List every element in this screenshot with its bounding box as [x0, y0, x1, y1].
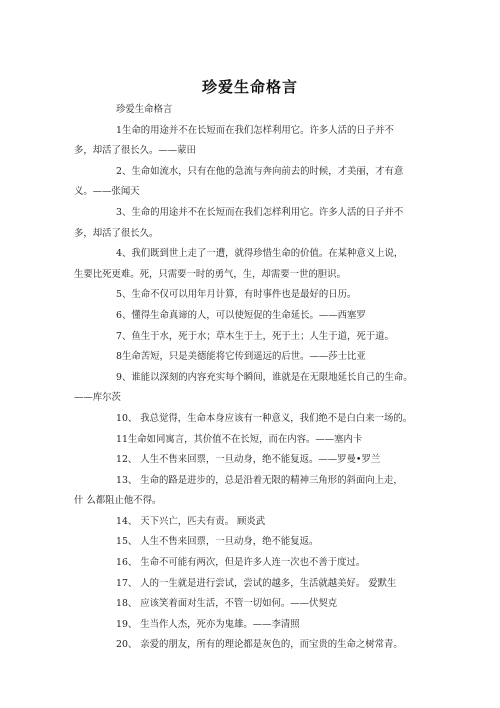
- quote-line: 13、 生命的路是进步的，总是沿着无限的精神三角形的斜面向上走，: [116, 474, 403, 486]
- quote-line: 7、鱼生于水，死于水；草木生于土，死于土；人生于道，死于道。: [116, 330, 394, 342]
- quote-line: 14、 天下兴亡，匹夫有责。 顾炎武: [116, 515, 266, 527]
- quote-line: 16、 生命不可能有两次，但是许多人连一次也不善于度过。: [116, 557, 366, 569]
- document-title: 珍爱生命格言: [201, 78, 298, 96]
- quote-line: 2、生命如流水，只有在他的急流与奔向前去的时候，才美丽，才有意: [116, 165, 404, 177]
- quote-line: 4、我们既到世上走了一遭，就得珍惜生命的价值。在某种意义上说，: [116, 248, 404, 260]
- quote-line: 19、 生当作人杰，死亦为鬼雄。——李清照: [116, 618, 300, 630]
- quote-line: 3、生命的用途并不在长短而在我们怎样利用它。许多人活的日子并不: [116, 206, 404, 218]
- quote-line: 11生命如同寓言，其价值不在长短，而在内容。——塞内卡: [116, 433, 363, 445]
- subtitle-line: 珍爱生命格言: [116, 104, 173, 115]
- quote-line: 10、 我总觉得，生命本身应该有一种意义，我们绝不是白白来一场的。: [116, 412, 413, 424]
- quote-line: 多，却活了很长久。: [74, 227, 159, 239]
- quote-line: ——库尔茨: [74, 392, 121, 404]
- quote-line: 5、生命不仅可以用年月计算，有时事件也是最好的日历。: [116, 289, 357, 301]
- quote-line: 1生命的用途并不在长短而在我们怎样利用它。许多人活的日子并不: [116, 124, 394, 136]
- quote-line: 什 么都阻止他不得。: [74, 495, 162, 507]
- quote-line: 20、 亲爱的朋友，所有的理论都是灰色的，而宝贵的生命之树常青。: [116, 639, 403, 651]
- quote-line: 生要比死更难。死，只需要一时的勇气，生，却需要一世的胆识。: [74, 268, 346, 280]
- quote-line: 18、 应该笑着面对生活，不管一切如何。——伏契克: [116, 598, 338, 610]
- document-body: [74, 100, 434, 656]
- quote-line: 9、谁能以深刻的内容充实每个瞬间，谁就是在无限地延长自己的生命。: [116, 371, 413, 383]
- quote-line: 17、 人的一生就是进行尝试，尝试的越多，生活就越美好。 爱默生: [116, 577, 397, 589]
- quote-line: 多，却活了很长久。——蒙田: [74, 145, 196, 157]
- quote-line: 12、 人生不售来回票，一旦动身，绝不能复返。——罗曼•罗兰: [116, 454, 381, 466]
- quote-line: 15、 人生不售来回票，一旦动身，绝不能复返。: [116, 536, 319, 548]
- quote-line: 8生命苦短，只是美德能将它传到遥远的后世。——莎士比亚: [116, 351, 366, 363]
- quote-line: 义。——张闻天: [74, 186, 140, 198]
- quote-line: 6、懂得生命真谛的人，可以使短促的生命延长。——西塞罗: [116, 309, 366, 321]
